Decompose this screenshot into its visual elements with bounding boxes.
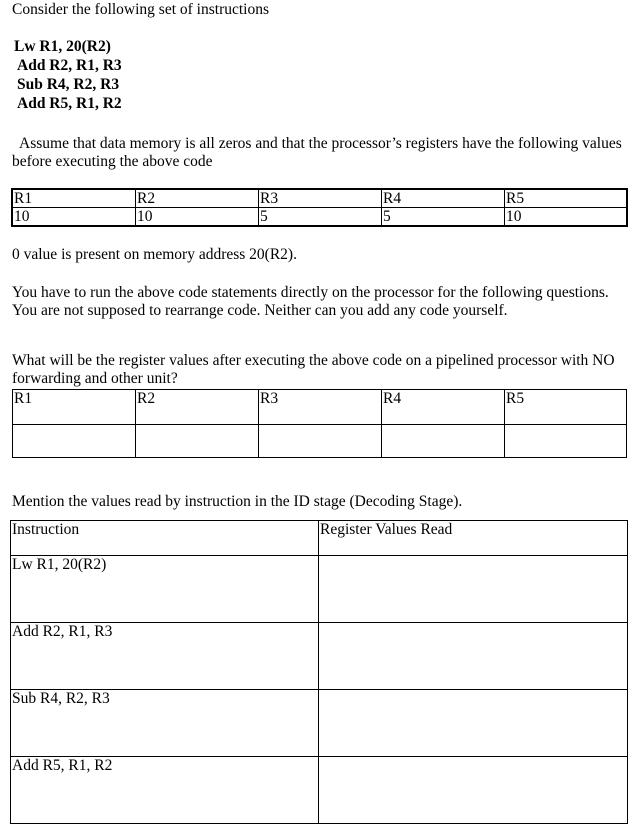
answer-header-r1: R1 — [13, 390, 136, 425]
answer-header-r4: R4 — [382, 390, 505, 425]
answer-header-r2: R2 — [136, 390, 259, 425]
initial-registers-table — [12, 189, 627, 226]
run-note: You have to run the above code statements directly on the processor for the following questions. You are not supposed to rearrange code. Neither can you add any code yourself. — [12, 284, 609, 319]
answer-header-r5: R5 — [505, 390, 627, 425]
init-header-r5: R5 — [505, 190, 627, 208]
id-row-values-cell[interactable] — [319, 690, 628, 757]
init-header-r2: R2 — [136, 190, 259, 208]
init-value-r4: 5 — [382, 208, 505, 226]
instruction-line-2: Add R2, R1, R3 — [17, 57, 122, 74]
id-header-instruction: Instruction — [11, 521, 319, 556]
answer-registers-table — [12, 389, 627, 458]
id-row-values-cell[interactable] — [319, 623, 628, 690]
id-header-values: Register Values Read — [319, 521, 628, 556]
id-row-instruction: Add R2, R1, R3 — [11, 623, 319, 690]
id-row-values-cell[interactable] — [319, 757, 628, 824]
answer-header-r3: R3 — [259, 390, 382, 425]
init-header-r1: R1 — [13, 190, 136, 208]
answer-cell-r1[interactable] — [13, 425, 136, 458]
id-row-values-cell[interactable] — [319, 556, 628, 623]
id-stage-table — [10, 520, 628, 824]
init-value-r5: 10 — [505, 208, 627, 226]
assume-text: Assume that data memory is all zeros and that the processor’s registers have the following values before executing the above code — [12, 135, 622, 170]
instruction-line-1: Lw R1, 20(R2) — [14, 38, 111, 55]
instruction-line-3: Sub R4, R2, R3 — [17, 76, 120, 93]
init-value-r2: 10 — [136, 208, 259, 226]
answer-cell-r4[interactable] — [382, 425, 505, 458]
init-value-r3: 5 — [259, 208, 382, 226]
question-2: Mention the values read by instruction in the ID stage (Decoding Stage). — [12, 493, 463, 510]
init-value-r1: 10 — [13, 208, 136, 226]
answer-cell-r2[interactable] — [136, 425, 259, 458]
answer-cell-r3[interactable] — [259, 425, 382, 458]
id-row-instruction: Add R5, R1, R2 — [11, 757, 319, 824]
instruction-line-4: Add R5, R1, R2 — [17, 95, 122, 112]
intro-text: Consider the following set of instructions — [12, 1, 270, 18]
answer-cell-r5[interactable] — [505, 425, 627, 458]
init-header-r3: R3 — [259, 190, 382, 208]
question-1: What will be the register values after executing the above code on a pipelined processor with NO forwarding and other unit? — [12, 352, 615, 387]
memory-note: 0 value is present on memory address 20(R2). — [12, 246, 297, 263]
init-header-r4: R4 — [382, 190, 505, 208]
id-row-instruction: Sub R4, R2, R3 — [11, 690, 319, 757]
id-row-instruction: Lw R1, 20(R2) — [11, 556, 319, 623]
